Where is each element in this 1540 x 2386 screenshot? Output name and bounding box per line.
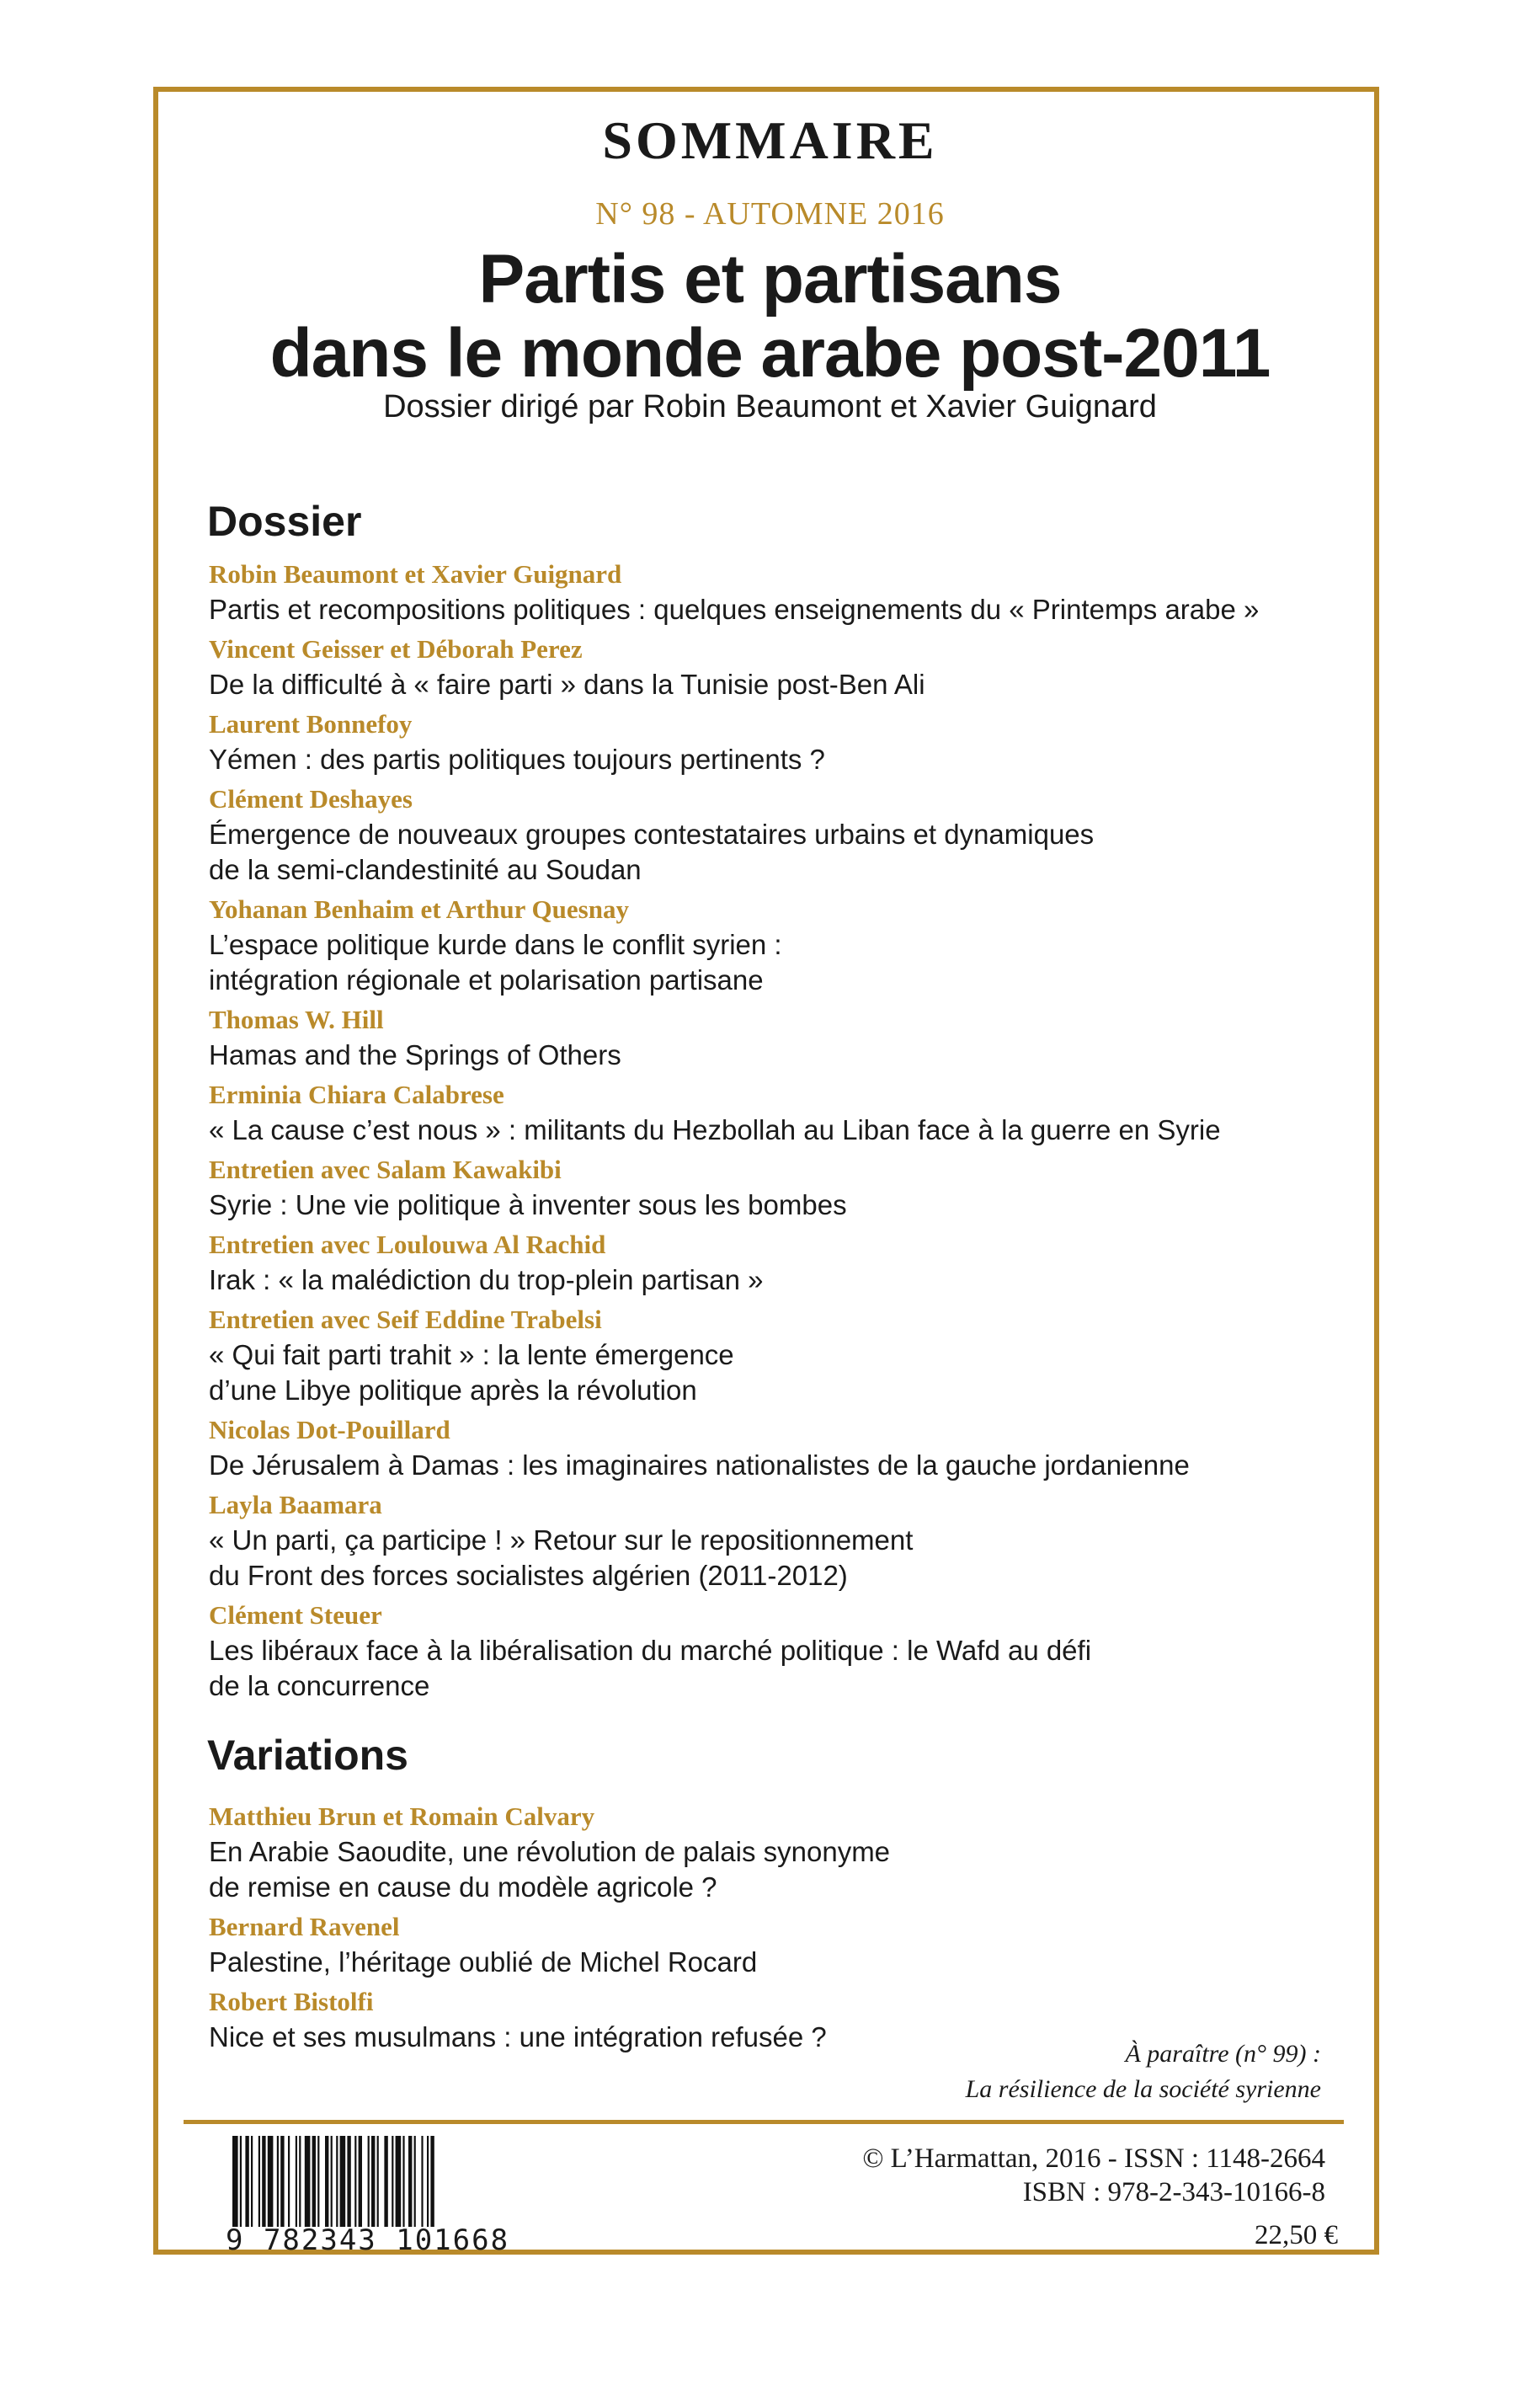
forthcoming-line1: À paraître (n° 99) : — [1125, 2040, 1321, 2068]
entry-author: Bernard Ravenel — [209, 1912, 400, 1941]
publisher-info — [862, 2142, 1325, 2209]
entry-author: Entretien avec Loulouwa Al Rachid — [209, 1230, 606, 1259]
entry-author: Thomas W. Hill — [209, 1005, 384, 1034]
entry-title: Yémen : des partis politiques toujours pertinents ? — [209, 744, 825, 775]
section-heading-dossier: Dossier — [207, 498, 362, 545]
entry-author: Layla Baamara — [209, 1490, 382, 1519]
entry-author: Vincent Geisser et Déborah Perez — [209, 634, 583, 664]
entry-author: Erminia Chiara Calabrese — [209, 1080, 504, 1109]
page-title: SOMMAIRE — [602, 110, 938, 170]
contents-entry — [209, 706, 1354, 777]
contents-entry — [209, 1798, 1354, 1905]
contents-entry — [209, 1908, 1354, 1980]
entry-author: Robert Bistolfi — [209, 1987, 374, 2016]
contents-entry — [209, 1487, 1354, 1593]
entry-author: Yohanan Benhaim et Arthur Quesnay — [209, 894, 629, 924]
contents-entry — [209, 1226, 1354, 1298]
main-title-line1: Partis et partisans — [478, 241, 1062, 318]
entry-title: L’espace politique kurde dans le conflit syrien : intégration régionale et polarisation partisane — [209, 929, 782, 996]
contents-entry — [209, 1301, 1354, 1408]
barcode-bars — [229, 2136, 512, 2227]
forthcoming-line2: La résilience de la société syrienne — [965, 2075, 1321, 2103]
contents-entry — [209, 891, 1354, 998]
contents-entry — [209, 556, 1354, 627]
forthcoming-note — [966, 2036, 1321, 2107]
entry-author: Robin Beaumont et Xavier Guignard — [209, 559, 622, 589]
contents-entry — [209, 1151, 1354, 1223]
entry-title: Palestine, l’héritage oublié de Michel Rocard — [209, 1946, 758, 1978]
copyright-line: © L’Harmattan, 2016 - ISSN : 1148-2664 — [862, 2143, 1325, 2174]
entry-title: Nice et ses musulmans : une intégration refusée ? — [209, 2021, 827, 2052]
entry-author: Nicolas Dot-Pouillard — [209, 1415, 450, 1444]
footer-rule — [184, 2120, 1344, 2124]
isbn-line: ISBN : 978-2-343-10166-8 — [1022, 2177, 1325, 2207]
entry-author: Clément Steuer — [209, 1600, 382, 1630]
entry-title: En Arabie Saoudite, une révolution de palais synonyme de remise en cause du modèle agricole ? — [209, 1836, 891, 1903]
contents-entry — [209, 1076, 1354, 1148]
entry-author: Clément Deshayes — [209, 784, 413, 814]
barcode-number: 9 782343 101668 — [226, 2223, 510, 2257]
main-title — [0, 243, 1540, 391]
entry-title: De la difficulté à « faire parti » dans la Tunisie post-Ben Ali — [209, 669, 925, 700]
barcode-icon — [229, 2136, 512, 2235]
variations-list — [209, 1798, 1354, 2058]
entry-title: Émergence de nouveaux groupes contestataires urbains et dynamiques de la semi-clandestinité au Soudan — [209, 819, 1095, 885]
entry-author: Entretien avec Seif Eddine Trabelsi — [209, 1305, 602, 1334]
entry-title: « La cause c’est nous » : militants du Hezbollah au Liban face à la guerre en Syrie — [209, 1114, 1221, 1145]
entry-title: Irak : « la malédiction du trop-plein partisan » — [209, 1264, 764, 1295]
entry-title: « Qui fait parti trahit » : la lente émergence d’une Libye politique après la révolution — [209, 1339, 734, 1406]
contents-entry — [209, 1597, 1354, 1704]
entry-title: « Un parti, ça participe ! » Retour sur le repositionnement du Front des forces socialistes algérien (2011-2012) — [209, 1524, 914, 1591]
contents-entry — [209, 1412, 1354, 1483]
main-title-line2: dans le monde arabe post-2011 — [269, 315, 1271, 392]
entry-title: Syrie : Une vie politique à inventer sous les bombes — [209, 1189, 847, 1220]
contents-entry — [209, 781, 1354, 888]
section-heading-variations: Variations — [207, 1732, 408, 1779]
contents-entry — [209, 1001, 1354, 1073]
entry-author: Matthieu Brun et Romain Calvary — [209, 1802, 595, 1831]
directed-by: Dossier dirigé par Robin Beaumont et Xavier Guignard — [383, 389, 1157, 424]
entry-title: Hamas and the Springs of Others — [209, 1039, 621, 1070]
entry-title: De Jérusalem à Damas : les imaginaires nationalistes de la gauche jordanienne — [209, 1449, 1190, 1481]
entry-author: Laurent Bonnefoy — [209, 709, 413, 739]
price: 22,50 € — [1255, 2220, 1338, 2250]
entry-author: Entretien avec Salam Kawakibi — [209, 1155, 562, 1184]
contents-entry — [209, 631, 1354, 702]
issue-label: N° 98 - AUTOMNE 2016 — [595, 196, 945, 232]
dossier-list — [209, 556, 1354, 1707]
entry-title: Partis et recompositions politiques : quelques enseignements du « Printemps arabe » — [209, 594, 1260, 625]
entry-title: Les libéraux face à la libéralisation du marché politique : le Wafd au défi de la concurrence — [209, 1635, 1092, 1701]
